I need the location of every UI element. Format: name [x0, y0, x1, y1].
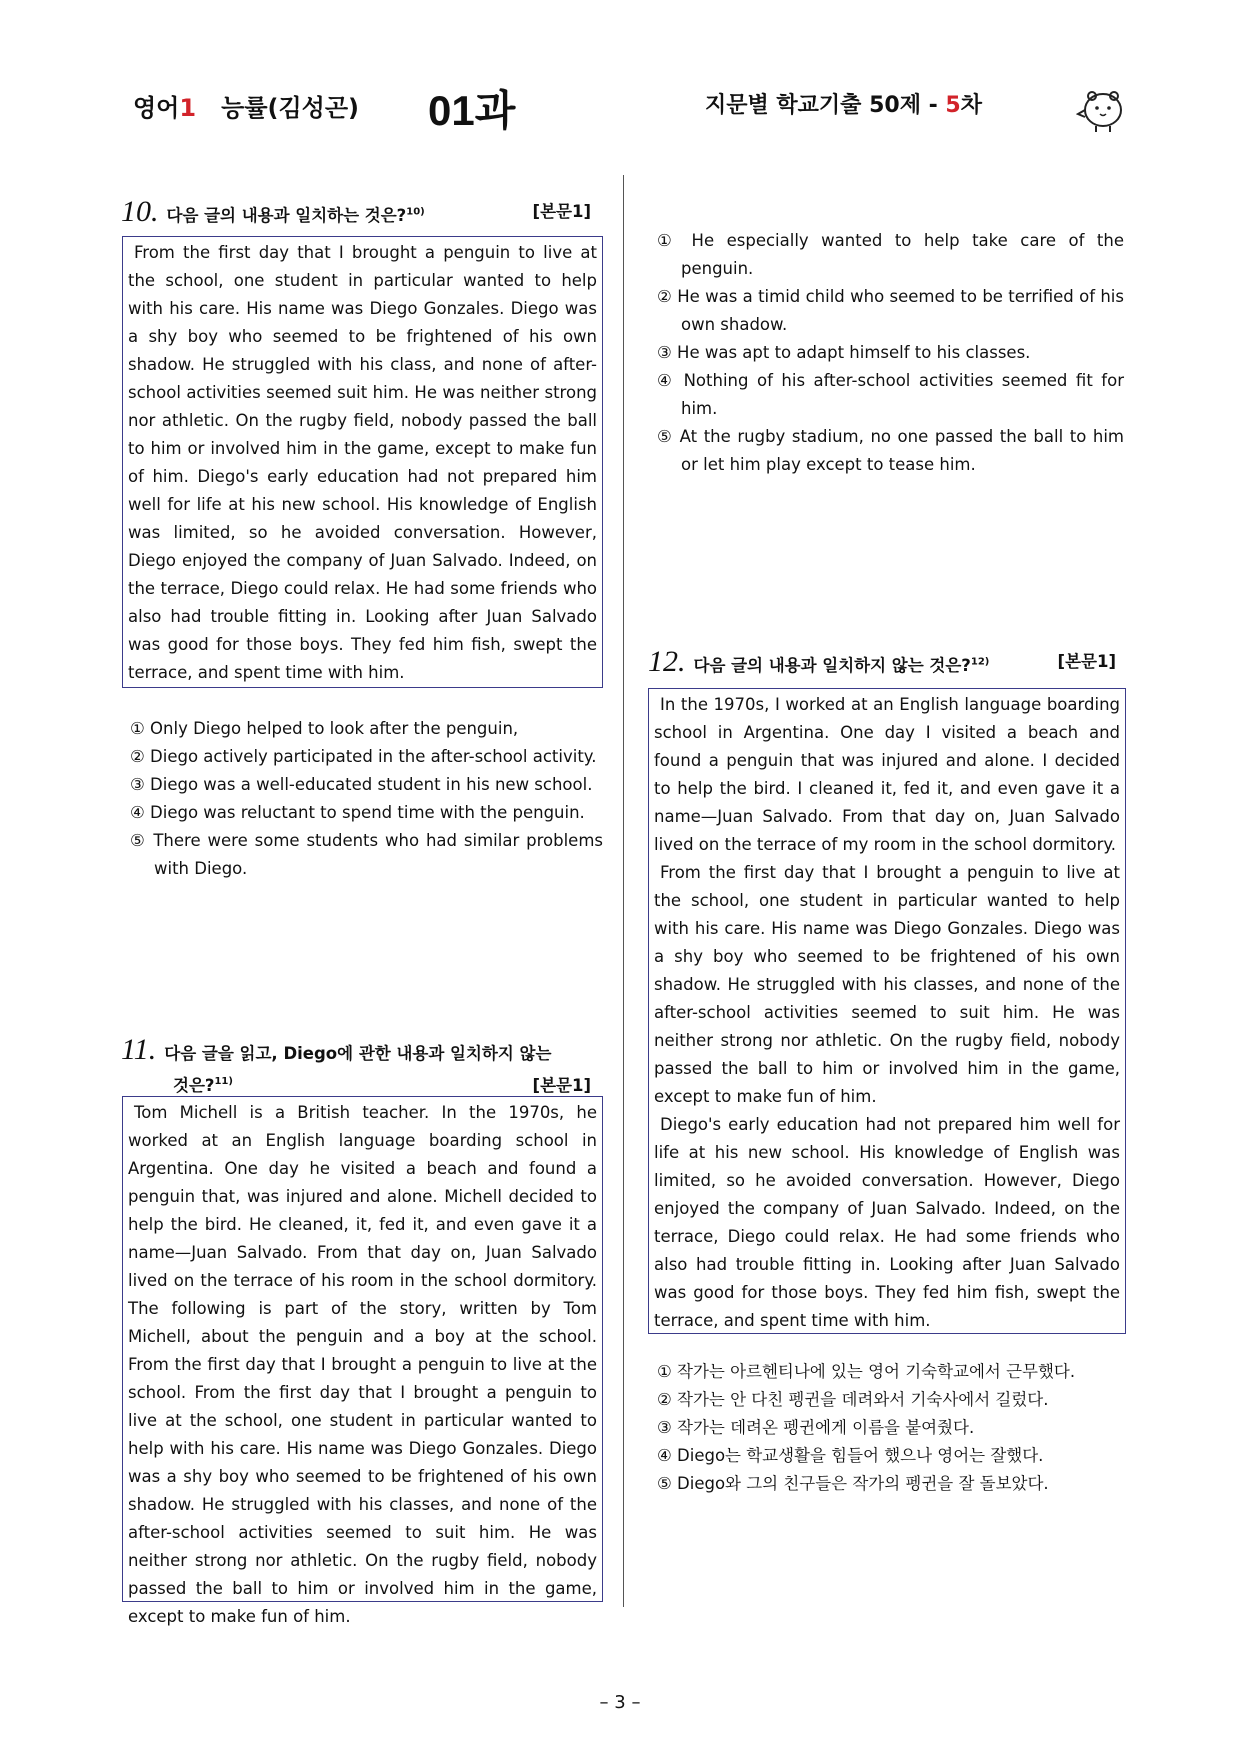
q10-prompt: 다음 글의 내용과 일치하는 것은?: [166, 206, 407, 225]
q12-option-4[interactable]: ④ Diego는 학교생활을 힘들어 했으나 영어는 잘했다.: [657, 1446, 1044, 1465]
q10-option-2[interactable]: ② Diego actively participated in the after-school activity.: [130, 747, 597, 766]
series-title: [705, 88, 982, 119]
q11-passage: Tom Michell is a British teacher. In the 1970s, he worked at an English language boarding school in Argentina. One day he visited a beach and found a penguin that, was injured and alone. Michell decided to help the bird. He cleaned, it, fed it, and even gave it a name—Juan Salvado. From that day on, Juan Salvado lived on the terrace of his room in the school dormitory. The following is part of the story, written by Tom Michell, about the penguin and a boy at the school. From the first day that I brought a penguin to live at the school. From the first day that I brought a penguin to live at the school, one student in particular wanted to help with his care. His name was Diego Gonzales. Diego was a shy boy who seemed to be frightened of his own shadow. He struggled with his classes, and none of the after-school activities seemed to suit him. He was neither strong nor athletic. On the rugby field, nobody passed the ball to him or involved him in the game, except to make fun of him.: [128, 1103, 597, 1626]
lesson-title: 01과: [428, 87, 516, 134]
q12-number: 12.: [648, 645, 686, 678]
q12-prompt: 다음 글의 내용과 일치하지 않는 것은?: [693, 656, 971, 675]
q11-prompt-d: 것은?: [173, 1075, 215, 1095]
series-prefix: 지문별 학교기출 50제 -: [705, 93, 938, 118]
q12-options: [657, 1358, 1126, 1498]
q10-option-5[interactable]: ⑤ There were some students who had similar problems with Diego.: [130, 831, 603, 878]
column-divider: [623, 175, 624, 1607]
q11-prompt-a: 다음 글을 읽고,: [164, 1044, 278, 1063]
q10-heading: [121, 195, 591, 230]
q11-footnote: 11): [214, 1076, 233, 1087]
q10-passage: From the first day that I brought a penguin to live at the school, one student in particular wanted to help with his care. His name was Diego Gonzales. Diego was a shy boy who seemed to be frightened of his own shadow. He struggled with his class, and none of after-school activities seemed suit him. He was neither strong nor athletic. On the rugby field, nobody passed the ball to him or involved him in the game, except to make fun of him. Diego's early education had not prepared him well for life at his new school. His knowledge of English was limited, so he avoided conversation. However, Diego enjoyed the company of Juan Salvado. Indeed, on the terrace, Diego could relax. He had some friends who also had trouble fitting in. Looking after Juan Salvado was good for those boys. They fed him fish, swept the terrace, and spent time with him.: [128, 243, 597, 682]
q10-tag: [본문1]: [532, 202, 591, 221]
page-number: – 3 –: [599, 1692, 641, 1713]
q12-option-3[interactable]: ③ 작가는 데려온 펭귄에게 이름을 붙여줬다.: [657, 1418, 975, 1437]
q12-passage-box: [648, 688, 1126, 1334]
q11-option-5[interactable]: ⑤ At the rugby stadium, no one passed the ball to him or let him play except to tease him.: [657, 427, 1124, 474]
q12-paragraph-2: From the first day that I brought a penguin to live at the school, one student in particular wanted to help with his care. His name was Diego Gonzales. Diego was a shy boy who seemed to be frightened of his own shadow. He struggled with his classes, and none of the after-school activities seemed to suit him. He was neither strong nor athletic. On the rugby field, nobody passed the ball to him or involved him in the game, except to make fun of him.: [654, 863, 1120, 1106]
q11-option-2[interactable]: ② He was a timid child who seemed to be terrified of his own shadow.: [657, 287, 1124, 334]
q11-number: 11.: [121, 1033, 157, 1066]
q11-option-1[interactable]: ① He especially wanted to help take care of the penguin.: [657, 231, 1124, 278]
q12-option-2[interactable]: ② 작가는 안 다친 펭귄을 데려와서 기숙사에서 길렀다.: [657, 1390, 1049, 1409]
q10-option-1[interactable]: ① Only Diego helped to look after the penguin,: [130, 719, 519, 738]
subject-title: [133, 88, 359, 123]
q11-prompt-c: 에 관한 내용과 일치하지 않는: [337, 1044, 552, 1063]
q12-option-5[interactable]: ⑤ Diego와 그의 친구들은 작가의 펭귄을 잘 돌보았다.: [657, 1474, 1049, 1493]
q10-option-4[interactable]: ④ Diego was reluctant to spend time with the penguin.: [130, 803, 585, 822]
q10-option-3[interactable]: ③ Diego was a well-educated student in his new school.: [130, 775, 593, 794]
q10-options: [130, 715, 603, 883]
mascot-icon: [1076, 84, 1128, 136]
q12-footnote: 12): [970, 656, 990, 668]
q10-number: 10.: [121, 195, 159, 228]
q10-footnote: 10): [406, 206, 425, 218]
series-number: 5: [945, 93, 961, 118]
publisher: 능률(김성곤): [221, 94, 360, 122]
q11-heading: [121, 1033, 591, 1100]
series-suffix: 차: [960, 93, 982, 118]
subject-prefix: 영어: [133, 94, 180, 122]
subject-number: 1: [179, 94, 197, 122]
q11-prompt-b: Diego: [283, 1044, 338, 1063]
q12-heading: [648, 645, 1116, 680]
q12-paragraph-3: Diego's early education had not prepared him well for life at his new school. His knowledge of English was limited, so he avoided conversation. However, Diego enjoyed the company of Juan Salvado. Indeed, on the terrace, Diego could relax. He had some friends who also had trouble fitting in. Looking after Juan Salvado was good for those boys. They fed him fish, swept the terrace, and spent time with him.: [654, 1115, 1120, 1330]
q11-tag: [본문1]: [532, 1075, 591, 1095]
q11-passage-box: [122, 1096, 603, 1626]
q12-paragraph-1: In the 1970s, I worked at an English language boarding school in Argentina. One day I visited a beach and found a penguin that was injured and alone. I decided to help the bird. I cleaned it, fed it, and even gave it a name—Juan Salvado. From that day on, Juan Salvado lived on the terrace of my room in the school dormitory.: [654, 695, 1120, 854]
q11-options: [657, 227, 1124, 479]
q10-passage-box: [122, 236, 603, 688]
q12-option-1[interactable]: ① 작가는 아르헨티나에 있는 영어 기숙학교에서 근무했다.: [657, 1362, 1076, 1381]
q11-option-3[interactable]: ③ He was apt to adapt himself to his classes.: [657, 343, 1031, 362]
q12-tag: [본문1]: [1057, 652, 1116, 671]
q11-option-4[interactable]: ④ Nothing of his after-school activities seemed fit for him.: [657, 371, 1124, 418]
